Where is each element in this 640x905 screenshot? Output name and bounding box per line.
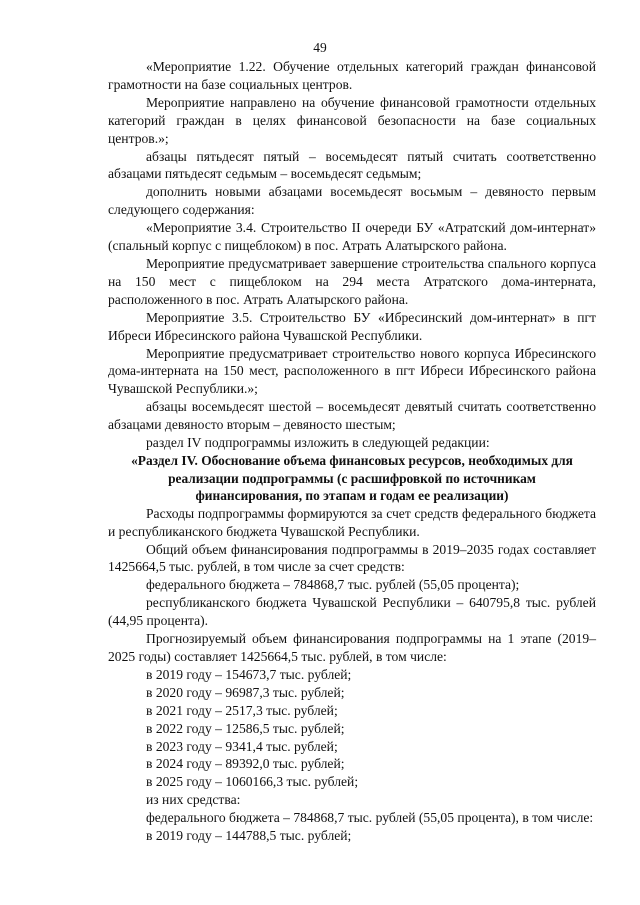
paragraph: дополнить новыми абзацами восемьдесят восьмым – девяносто первым следующего содержания: [108, 184, 596, 218]
list-item: в 2023 году – 9341,4 тыс. рублей; [146, 738, 338, 754]
list-item: в 2025 году – 1060166,3 тыс. рублей; [146, 774, 359, 790]
list-item: в 2024 году – 89392,0 тыс. рублей; [146, 756, 345, 772]
paragraph: Общий объем финансирования подпрограммы в 2019–2035 годах составляет 1425664,5 тыс. рублей, в том числе за счет средств: [108, 541, 596, 575]
list-item: в 2020 году – 96987,3 тыс. рублей; [146, 684, 345, 700]
paragraph: Расходы подпрограммы формируются за счет средств федерального бюджета и республиканского бюджета Чувашской Республики. [108, 505, 596, 539]
list-item: в 2022 году – 12586,5 тыс. рублей; [146, 720, 345, 736]
list-item: в 2021 году – 2517,3 тыс. рублей; [146, 702, 338, 718]
paragraph: «Мероприятие 1.22. Обучение отдельных категорий граждан финансовой грамотности на базе социальных центров. [108, 59, 596, 92]
paragraph: абзацы восемьдесят шестой – восемьдесят девятый считать соответственно абзацами девяносто вторым – девяносто шестым; [108, 399, 596, 433]
paragraph: «Мероприятие 3.4. Строительство II очереди БУ «Атратский дом-интернат» (спальный корпус с пищеблоком) в пос. Атрать Алатырского района. [108, 220, 596, 254]
paragraph: абзацы пятьдесят пятый – восемьдесят пятый считать соответственно абзацами пятьдесят седьмым – восемьдесят седьмым; [108, 148, 596, 182]
paragraph: Мероприятие 3.5. Строительство БУ «Ибресинский дом-интернат» в пгт Ибреси Ибресинского района Чувашской Республики. [108, 309, 596, 343]
page-number: 49 [313, 40, 327, 55]
paragraph: из них средства: [146, 792, 241, 808]
paragraph: Мероприятие направлено на обучение финансовой грамотности отдельных категорий граждан в целях финансовой безопасности на базе социальных центров.»; [108, 94, 596, 146]
document-body [108, 58, 596, 845]
list-item: в 2019 году – 154673,7 тыс. рублей; [146, 666, 352, 682]
paragraph: Мероприятие предусматривает завершение строительства спального корпуса на 150 мест с пищеблоком на 294 места Атратского дома-интерната, расположенного в пос. Атрать Алатырского района. [108, 255, 596, 307]
paragraph: Прогнозируемый объем финансирования подпрограммы на 1 этапе (2019–2025 годы) составляет 1425664,5 тыс. рублей, в том числе: [108, 631, 596, 664]
list-item: в 2019 году – 144788,5 тыс. рублей; [146, 828, 352, 844]
section-heading: «Раздел IV. Обоснование объема финансовых ресурсов, необходимых для реализации подпрограммы (с расшифровкой по источникам финансирования, по этапам и годам ее реализации) [131, 452, 573, 504]
paragraph: раздел IV подпрограммы изложить в следующей редакции: [146, 435, 490, 451]
paragraph: Мероприятие предусматривает строительство нового корпуса Ибресинского дома-интерната на 150 мест, расположенного в пгт Ибреси Ибресинского района Чувашской Республики.»; [108, 345, 596, 397]
paragraph: федерального бюджета – 784868,7 тыс. рублей (55,05 процента); [146, 577, 520, 593]
paragraph: федерального бюджета – 784868,7 тыс. рублей (55,05 процента), в том числе: [146, 810, 594, 826]
paragraph: республиканского бюджета Чувашской Республики – 640795,8 тыс. рублей (44,95 процента). [108, 595, 596, 629]
